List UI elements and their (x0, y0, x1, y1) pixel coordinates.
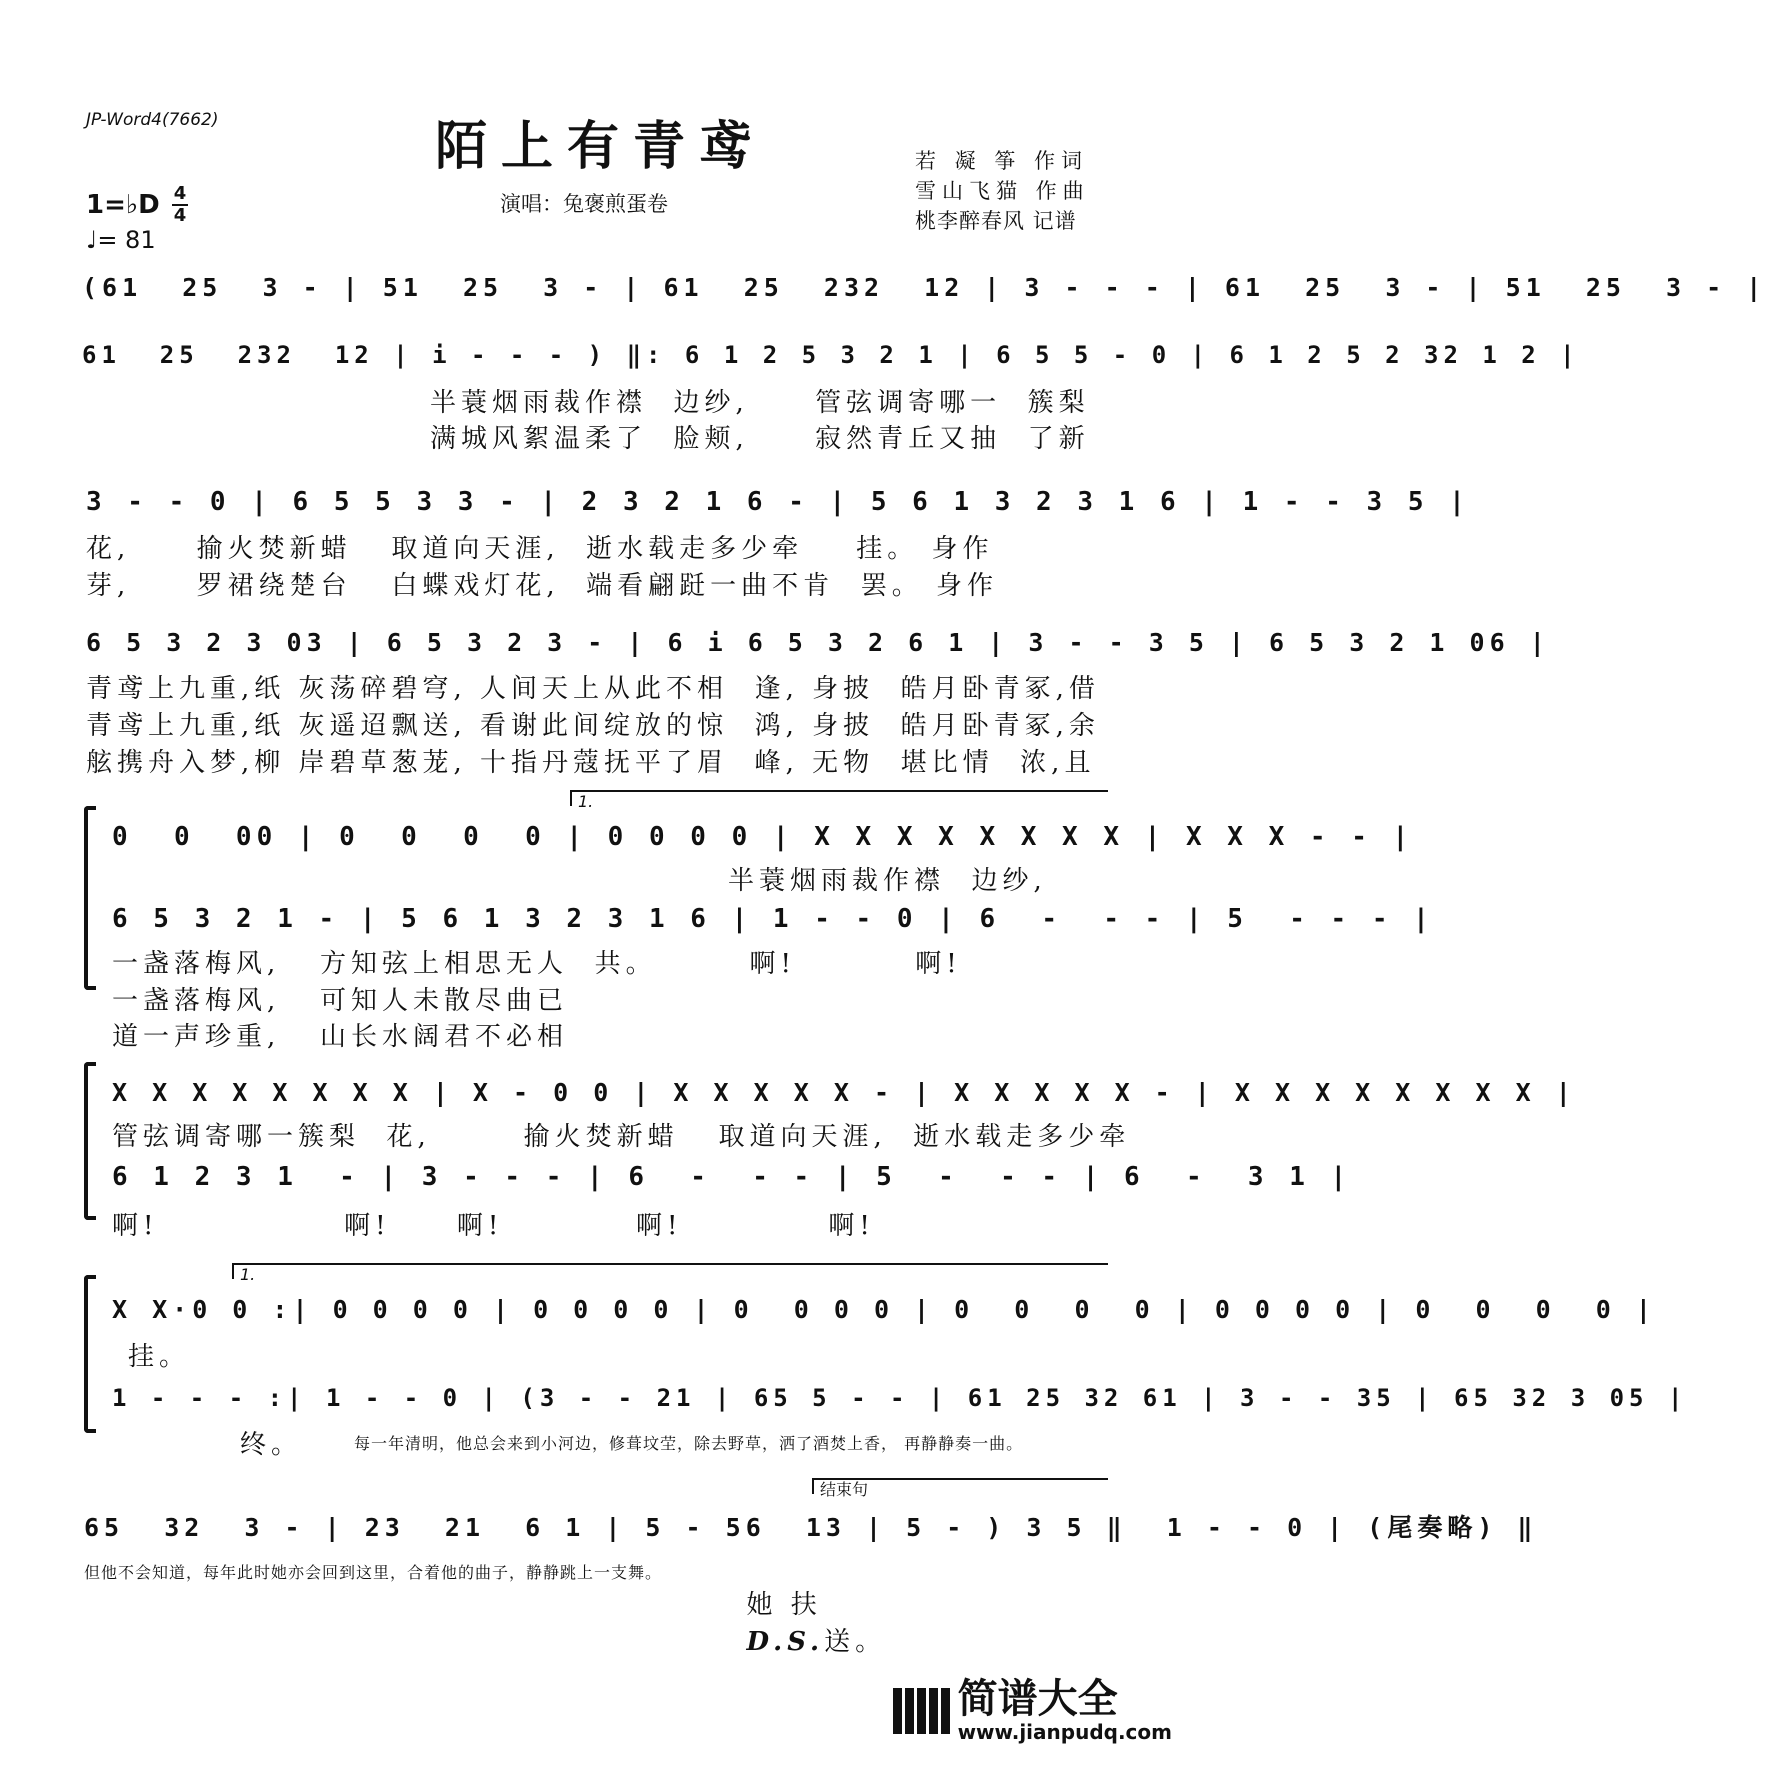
site-logo (893, 1678, 1172, 1744)
narration-2-tail-text: 她 扶 (746, 1590, 822, 1620)
lyric-r4b: 青鸢上九重,纸 灰遥迢飘送, 看谢此间绽放的惊 鸿, 身披 皓月卧青冢,余 (86, 711, 1100, 741)
notation-row-5 (0, 817, 1414, 857)
notation-row-10 (0, 1378, 1688, 1418)
ds-tail: 送。 (824, 1627, 887, 1657)
lyric-r6c: 道一声珍重, 山长水阔君不必相 (112, 1022, 569, 1052)
row-6-notes: 6 5 3 2 1 - | 5 6 1 3 2 3 1 6 | 1 - - 0 | 6 - - - | 5 - - - | (112, 904, 1434, 934)
lyric-r10-end: 终。 (240, 1430, 303, 1460)
logo-url: www.jianpudq.com (957, 1720, 1172, 1744)
lyric-r8: 啊! 啊! 啊! 啊! 啊! (112, 1211, 875, 1241)
notation-row-9 (0, 1290, 1656, 1330)
lyric-r6b: 一盏落梅风, 可知人未散尽曲已 (112, 986, 569, 1016)
composer-credit: 雪山飞猫 作曲 (915, 179, 1090, 203)
row-10-notes: 1 - - - :| 1 - - 0 | (3 - - 21 | 65 5 - - | 61 25 32 61 | 3 - - 35 | 65 32 3 05 | (112, 1384, 1688, 1412)
row-2-notes: 61 25 232 12 | i - - - ) ‖: 6 1 2 5 3 2 1 | 6 5 5 - 0 | 6 1 2 5 2 32 1 2 | (82, 341, 1580, 369)
ending-label: 结束句 (812, 1478, 1108, 1494)
lyric-r4c: 舷携舟入梦,柳 岸碧草葱茏, 十指丹蔻抚平了眉 峰, 无物 堪比情 浓,且 (86, 748, 1096, 778)
piano-icon (893, 1688, 950, 1734)
credits (915, 146, 1090, 236)
tempo-marking: ♩= 81 (86, 226, 156, 254)
notation-row-7 (0, 1073, 1576, 1113)
meter-bottom: 4 (173, 205, 187, 226)
row-7-notes: X X X X X X X X | X - 0 0 | X X X X X - | X X X X X - | X X X X X X X X | (112, 1078, 1576, 1107)
row-1-notes: (61 25 3 - | 51 25 3 - | 61 25 232 12 | 3 - - - | 61 25 3 - | 51 25 3 - | (82, 273, 1766, 302)
transcriber-credit: 桃李醉春风 记谱 (915, 209, 1077, 233)
row-9-notes: X X·0 0 :| 0 0 0 0 | 0 0 0 0 | 0 0 0 0 | 0 0 0 0 | 0 0 0 0 | 0 0 0 0 | (112, 1295, 1656, 1324)
lyric-r4a: 青鸢上九重,纸 灰荡碎碧穹, 人间天上从此不相 逢, 身披 皓月卧青冢,借 (86, 674, 1100, 704)
notation-row-1 (0, 268, 1766, 308)
ds-marking: D.S. (746, 1627, 825, 1657)
notation-row-6 (0, 899, 1434, 939)
software-label: JP-Word4(7662) (86, 110, 219, 130)
volta-1: 1. (570, 790, 1108, 806)
row-8-notes: 6 1 2 3 1 - | 3 - - - | 6 - - - | 5 - - - | 6 - 3 1 | (112, 1162, 1352, 1192)
narration-2-tail (720, 1554, 886, 1658)
notation-row-11 (0, 1508, 1538, 1548)
row-4-notes: 6 5 3 2 3 03 | 6 5 3 2 3 - | 6 i 6 5 3 2 6 1 | 3 - - 3 5 | 6 5 3 2 1 06 | (86, 628, 1550, 657)
lyric-r9: 挂。 (128, 1342, 191, 1372)
meter-top: 4 (173, 183, 187, 204)
notation-row-4 (0, 623, 1550, 663)
lyric-r3a: 花, 揄火焚新蜡 取道向天涯, 逝水载走多少牵 挂。 身作 (86, 534, 994, 564)
notation-row-2 (0, 335, 1580, 375)
logo-name: 简谱大全 (957, 1676, 1118, 1722)
row-11-notes: 65 32 3 - | 23 21 6 1 | 5 - 56 13 | 5 - ) 3 5 ‖ 1 - - 0 | (尾奏略) ‖ (84, 1513, 1538, 1542)
notation-row-8 (0, 1157, 1352, 1197)
lyric-r2b: 满城风絮温柔了 脸颊, 寂然青丘又抽 了新 (430, 424, 1090, 454)
key-signature: 1=♭D (86, 190, 160, 220)
lyric-r3b: 芽, 罗裙绕楚台 白蝶戏灯花, 端看翩跹一曲不肯 罢。 身作 (86, 571, 998, 601)
row-3-notes: 3 - - 0 | 6 5 5 3 3 - | 2 3 2 1 6 - | 5 6 1 3 2 3 1 6 | 1 - - 3 5 | (86, 487, 1470, 517)
time-signature (172, 185, 188, 225)
singer-credit: 演唱：兔褒煎蛋卷 (500, 192, 668, 216)
lyric-r2a: 半蓑烟雨裁作襟 边纱, 管弦调寄哪一 簇梨 (430, 388, 1090, 418)
notation-row-3 (0, 482, 1470, 522)
row-5-notes: 0 0 00 | 0 0 0 0 | 0 0 0 0 | X X X X X X X X | X X X - - | (112, 822, 1414, 852)
lyric-r5: 半蓑烟雨裁作襟 边纱, (728, 866, 1047, 896)
narration-1: 每一年清明，他总会来到小河边，修葺坟茔，除去野草，洒了酒焚上香， 再静静奏一曲。 (354, 1434, 1024, 1453)
lyric-r7: 管弦调寄哪一簇梨 花, 揄火焚新蜡 取道向天涯, 逝水载走多少牵 (112, 1122, 1131, 1152)
volta-2: 1. (232, 1263, 1108, 1279)
narration-2: 但他不会知道，每年此时她亦会回到这里，合着他的曲子，静静跳上一支舞。 (84, 1563, 663, 1582)
lyric-r6a: 一盏落梅风, 方知弦上相思无人 共。 啊! 啊! (112, 949, 962, 979)
lyricist-credit: 若 凝 筝 作词 (915, 149, 1089, 173)
song-title: 陌上有青鸢 (434, 116, 765, 177)
